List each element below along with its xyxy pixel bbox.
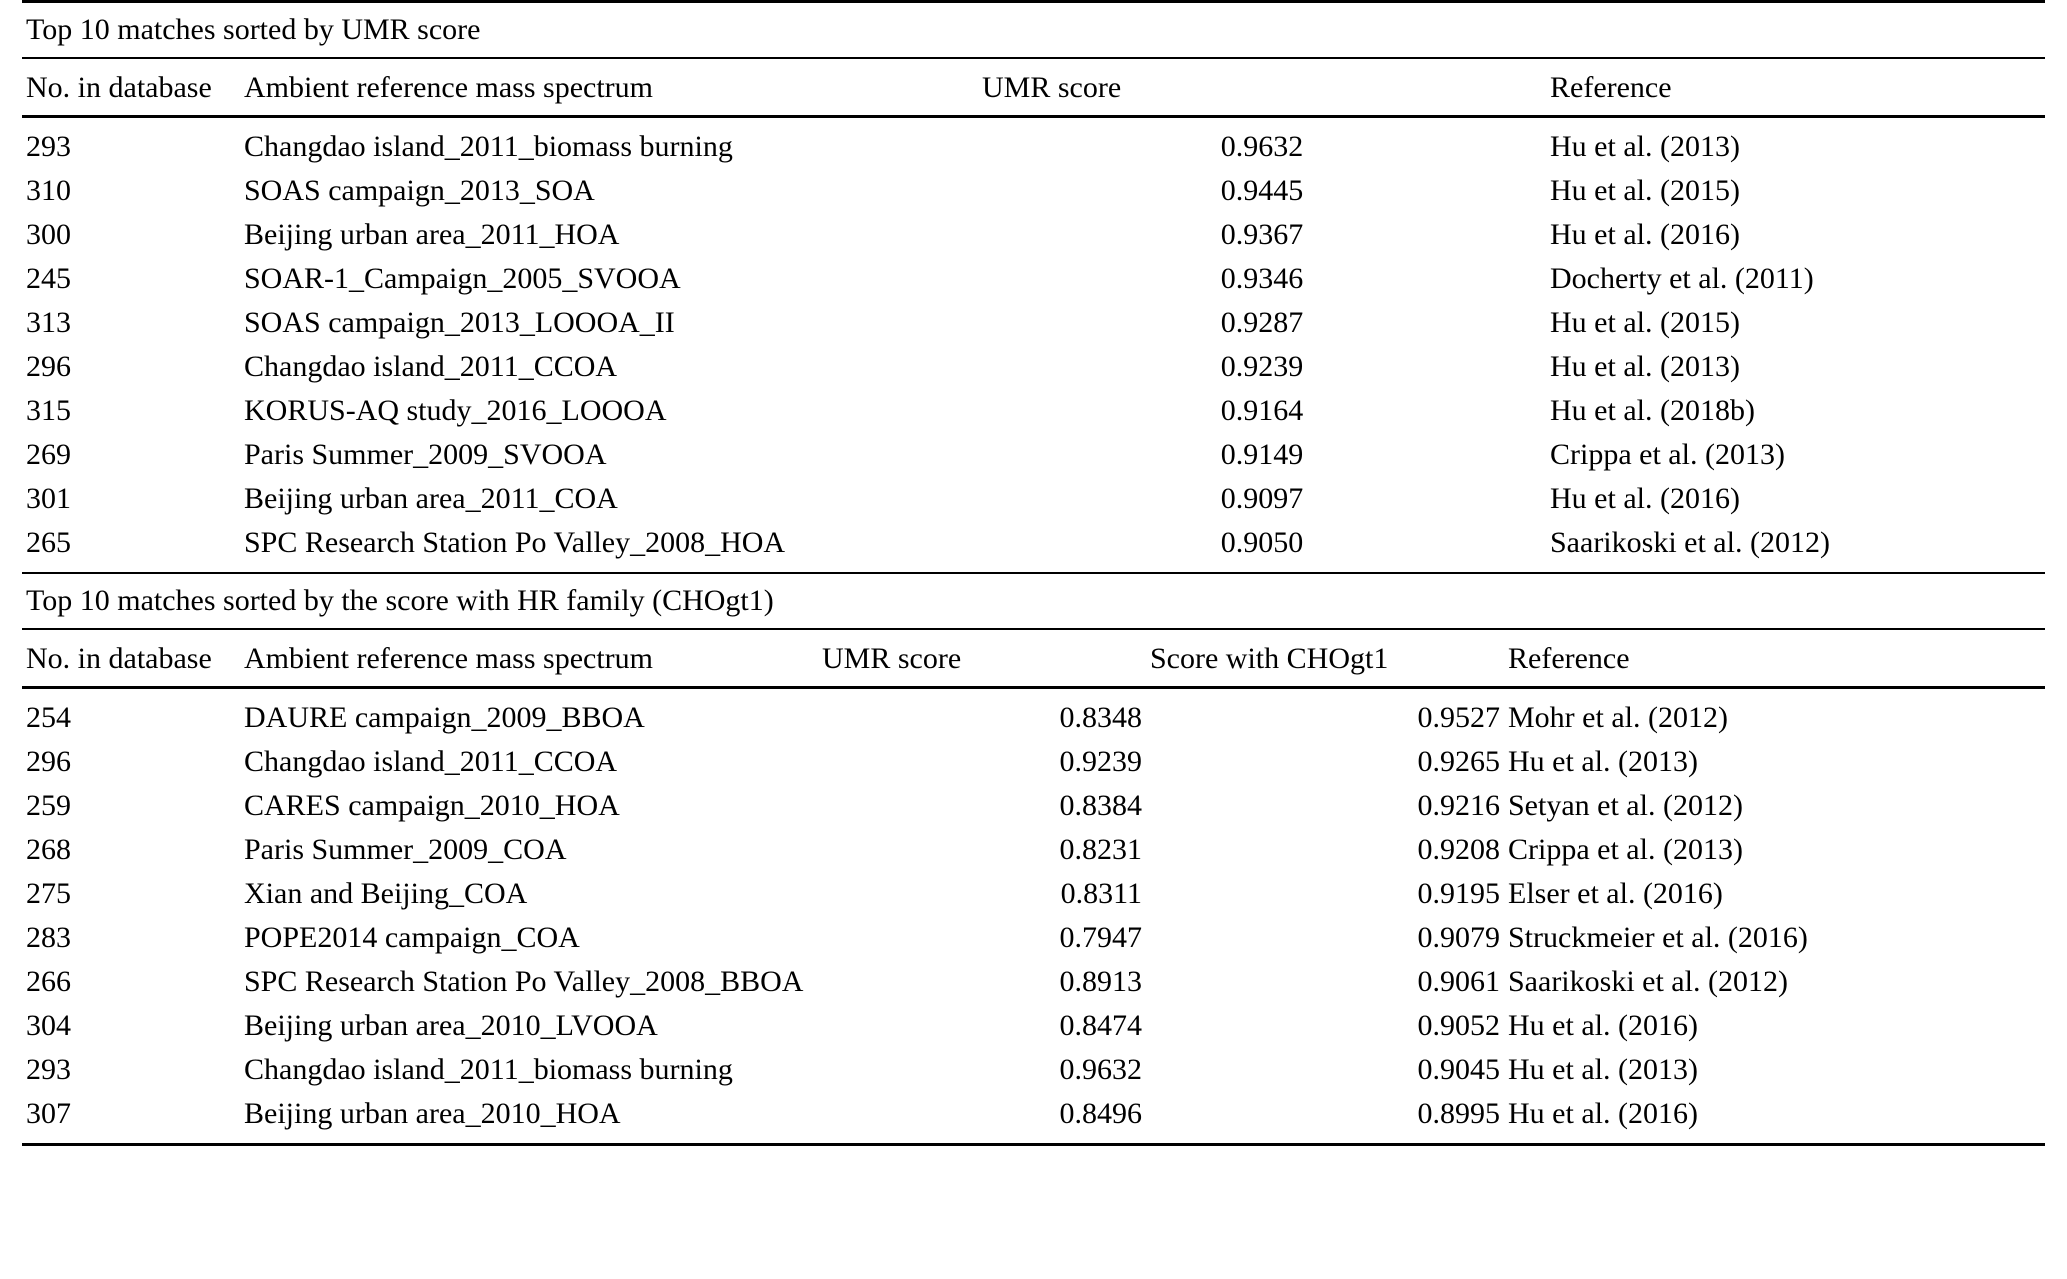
cell-chogt1: 0.9265 (1417, 745, 1500, 778)
cell-no: 268 (26, 833, 71, 866)
cell-no: 269 (26, 438, 71, 471)
table-a-col-umr: UMR score (978, 58, 1546, 117)
cell-umr: 0.9445 (1220, 174, 1304, 207)
cell-umr: 0.9367 (1220, 218, 1304, 251)
cell-umr: 0.7947 (1059, 921, 1142, 954)
table-a-col-spectrum: Ambient reference mass spectrum (240, 58, 978, 117)
cell-no: 301 (26, 482, 71, 515)
table-a-caption: Top 10 matches sorted by UMR score (22, 2, 2045, 59)
cell-umr: 0.8311 (1060, 877, 1142, 910)
table-b-col-chogt1: Score with CHOgt1 (1146, 629, 1504, 688)
cell-umr: 0.8474 (1059, 1009, 1142, 1042)
cell-spectrum: POPE2014 campaign_COA (244, 921, 580, 954)
cell-spectrum: Changdao island_2011_biomass burning (244, 130, 733, 163)
cell-chogt1: 0.9079 (1417, 921, 1500, 954)
cell-spectrum: Paris Summer_2009_COA (244, 833, 567, 866)
table-b-caption: Top 10 matches sorted by the score with HR family (CHOgt1) (22, 574, 2045, 629)
table-row (22, 477, 2045, 521)
table-row (22, 1048, 2045, 1092)
table-row (22, 257, 2045, 301)
cell-reference: Hu et al. (2013) (1550, 130, 1740, 163)
cell-spectrum: SOAR-1_Campaign_2005_SVOOA (244, 262, 681, 295)
cell-umr: 0.8384 (1059, 789, 1142, 822)
cell-umr: 0.9050 (978, 521, 1546, 573)
table-row (22, 688, 2045, 741)
cell-no: 315 (26, 394, 71, 427)
cell-chogt1: 0.8995 (1146, 1092, 1504, 1145)
cell-spectrum: Beijing urban area_2011_COA (244, 482, 618, 515)
table-b-col-no: No. in database (22, 629, 240, 688)
chogt1-score-table (22, 574, 2045, 1146)
cell-umr: 0.8496 (818, 1092, 1146, 1145)
cell-reference: Setyan et al. (2012) (1508, 789, 1743, 822)
table-row (22, 784, 2045, 828)
cell-no: 275 (26, 877, 71, 910)
cell-chogt1: 0.9045 (1417, 1053, 1500, 1086)
cell-reference: Saarikoski et al. (2012) (1546, 521, 2045, 573)
cell-umr: 0.9164 (1220, 394, 1304, 427)
cell-spectrum: CARES campaign_2010_HOA (244, 789, 620, 822)
cell-spectrum: Paris Summer_2009_SVOOA (244, 438, 607, 471)
cell-spectrum: SPC Research Station Po Valley_2008_BBOA (244, 965, 804, 998)
umr-score-table (22, 0, 2045, 574)
cell-no: 283 (26, 921, 71, 954)
cell-spectrum: Changdao island_2011_CCOA (244, 350, 618, 383)
table-row (22, 345, 2045, 389)
cell-no: 296 (26, 350, 71, 383)
cell-spectrum: SOAS campaign_2013_LOOOA_II (244, 306, 675, 339)
cell-reference: Hu et al. (2013) (1508, 1053, 1698, 1086)
cell-no: 307 (22, 1092, 240, 1145)
cell-spectrum: DAURE campaign_2009_BBOA (244, 701, 645, 734)
cell-no: 300 (26, 218, 71, 251)
cell-no: 254 (26, 701, 71, 734)
table-b-col-spectrum: Ambient reference mass spectrum (240, 629, 818, 688)
cell-reference: Crippa et al. (2013) (1508, 833, 1743, 866)
table-row (22, 740, 2045, 784)
cell-reference: Saarikoski et al. (2012) (1508, 965, 1788, 998)
cell-chogt1: 0.9052 (1417, 1009, 1500, 1042)
cell-reference: Hu et al. (2016) (1550, 218, 1740, 251)
cell-reference: Mohr et al. (2012) (1508, 701, 1728, 734)
table-row (22, 960, 2045, 1004)
cell-umr: 0.9632 (1059, 1053, 1142, 1086)
cell-umr: 0.8231 (1059, 833, 1142, 866)
table-a-header-row (22, 58, 2045, 117)
cell-umr: 0.9239 (1059, 745, 1142, 778)
cell-spectrum: Beijing urban area_2010_HOA (240, 1092, 818, 1145)
cell-reference: Crippa et al. (2013) (1550, 438, 1785, 471)
table-row (22, 828, 2045, 872)
cell-umr: 0.9097 (1220, 482, 1304, 515)
table-row (22, 916, 2045, 960)
cell-no: 313 (26, 306, 71, 339)
cell-reference: Docherty et al. (2011) (1550, 262, 1814, 295)
table-b-col-umr: UMR score (818, 629, 1146, 688)
cell-no: 293 (26, 130, 71, 163)
cell-reference: Hu et al. (2013) (1508, 745, 1698, 778)
cell-no: 265 (22, 521, 240, 573)
cell-umr: 0.9632 (1220, 130, 1304, 163)
cell-chogt1: 0.9195 (1417, 877, 1500, 910)
cell-reference: Hu et al. (2018b) (1550, 394, 1755, 427)
cell-umr: 0.9346 (1220, 262, 1304, 295)
cell-chogt1: 0.9216 (1417, 789, 1500, 822)
table-row (22, 301, 2045, 345)
table-row (22, 389, 2045, 433)
cell-umr: 0.8348 (1059, 701, 1142, 734)
cell-spectrum: SOAS campaign_2013_SOA (244, 174, 595, 207)
cell-reference: Hu et al. (2015) (1550, 174, 1740, 207)
cell-spectrum: Xian and Beijing_COA (244, 877, 528, 910)
cell-spectrum: Changdao island_2011_biomass burning (244, 1053, 733, 1086)
table-a-caption-row (22, 2, 2045, 59)
cell-reference: Hu et al. (2016) (1504, 1092, 2045, 1145)
table-row (22, 213, 2045, 257)
table-row (22, 169, 2045, 213)
table-b-header-row (22, 629, 2045, 688)
table-b-caption-row (22, 574, 2045, 629)
cell-umr: 0.9149 (1220, 438, 1304, 471)
cell-no: 304 (26, 1009, 71, 1042)
table-a-col-no: No. in database (22, 58, 240, 117)
cell-reference: Hu et al. (2013) (1550, 350, 1740, 383)
cell-spectrum: Beijing urban area_2010_LVOOA (244, 1009, 658, 1042)
table-b-col-reference: Reference (1504, 629, 2045, 688)
cell-reference: Struckmeier et al. (2016) (1508, 921, 1808, 954)
cell-no: 296 (26, 745, 71, 778)
cell-chogt1: 0.9061 (1417, 965, 1500, 998)
table-a-col-reference: Reference (1546, 58, 2045, 117)
table-row (22, 117, 2045, 170)
cell-umr: 0.8913 (1059, 965, 1142, 998)
cell-reference: Hu et al. (2016) (1550, 482, 1740, 515)
cell-chogt1: 0.9527 (1417, 701, 1500, 734)
cell-reference: Hu et al. (2016) (1508, 1009, 1698, 1042)
cell-no: 293 (26, 1053, 71, 1086)
table-row (22, 433, 2045, 477)
cell-spectrum: KORUS-AQ study_2016_LOOOA (244, 394, 667, 427)
cell-no: 259 (26, 789, 71, 822)
table-row (22, 1092, 2045, 1145)
table-row (22, 872, 2045, 916)
table-row (22, 1004, 2045, 1048)
cell-spectrum: Changdao island_2011_CCOA (244, 745, 618, 778)
cell-umr: 0.9239 (1220, 350, 1304, 383)
table-row (22, 521, 2045, 573)
cell-reference: Elser et al. (2016) (1508, 877, 1723, 910)
cell-no: 266 (26, 965, 71, 998)
cell-no: 245 (26, 262, 71, 295)
cell-chogt1: 0.9208 (1417, 833, 1500, 866)
cell-spectrum: Beijing urban area_2011_HOA (244, 218, 620, 251)
cell-reference: Hu et al. (2015) (1550, 306, 1740, 339)
cell-umr: 0.9287 (1220, 306, 1304, 339)
cell-no: 310 (26, 174, 71, 207)
cell-spectrum: SPC Research Station Po Valley_2008_HOA (240, 521, 978, 573)
